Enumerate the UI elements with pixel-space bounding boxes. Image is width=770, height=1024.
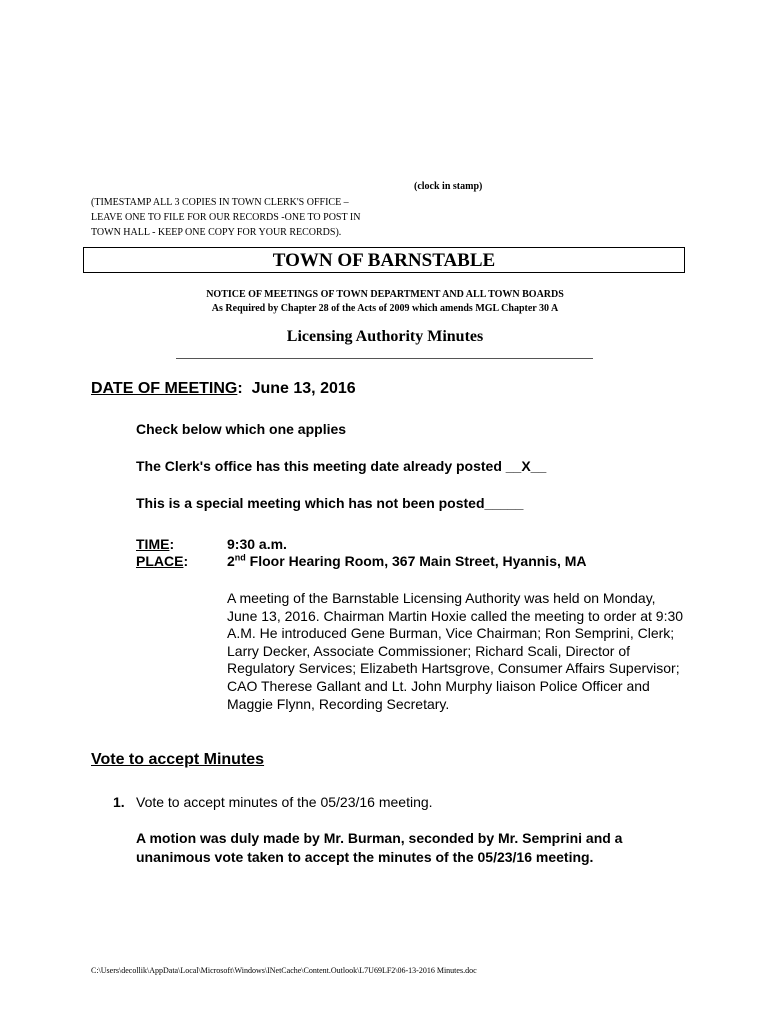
list-item-text: Vote to accept minutes of the 05/23/16 meeting.: [136, 794, 433, 810]
notice-line: NOTICE OF MEETINGS OF TOWN DEPARTMENT AND ALL TOWN BOARDS: [206, 289, 564, 300]
timestamp-instruction-line: (TIMESTAMP ALL 3 COPIES IN TOWN CLERK'S OFFICE –: [91, 197, 349, 208]
minutes-title: Licensing Authority Minutes: [286, 328, 484, 345]
check-instruction: Check below which one applies: [136, 421, 347, 437]
place-label-text: PLACE: [136, 553, 184, 569]
meeting-date-row: [91, 380, 356, 398]
timestamp-instructions: [91, 195, 421, 240]
notice-heading: [83, 288, 687, 316]
posted-option: The Clerk's office has this meeting date already posted __X__: [136, 458, 547, 474]
town-title: TOWN OF BARNSTABLE: [83, 247, 685, 273]
clock-in-stamp-label: (clock in stamp): [414, 181, 483, 192]
vote-section-heading: Vote to accept Minutes: [91, 751, 265, 768]
title-divider: [176, 358, 593, 359]
timestamp-instruction-line: TOWN HALL - KEEP ONE COPY FOR YOUR RECORDS).: [91, 227, 342, 238]
time-label-text: TIME: [136, 536, 170, 552]
footer-file-path: C:\Users\decollik\AppData\Local\Microsoft\Windows\INetCache\Content.Outlook\L7U69LF2\06-13-2016 Minutes.doc: [91, 966, 477, 975]
meeting-summary-paragraph: A meeting of the Barnstable Licensing Authority was held on Monday, June 13, 2016. Chairman Martin Hoxie called the meeting to order at 9:30 A.M. He introduced Gene Burman, Vice Chairman; Ron Semprini, Clerk; Larry Decker, Associate Commissioner; Richard Scali, Director of Regulatory Services; Elizabeth Hartsgrove, Consumer Affairs Supervisor; CAO Therese Gallant and Lt. John Murphy liaison Police Officer and Maggie Flynn, Recording Secretary.: [227, 590, 684, 712]
special-meeting-option: This is a special meeting which has not been posted_____: [136, 495, 524, 511]
place-label: PLACE:: [136, 553, 189, 569]
place-floor-suffix: nd: [234, 552, 246, 563]
notice-subline: As Required by Chapter 28 of the Acts of 2009 which amends MGL Chapter 30 A: [211, 303, 559, 314]
date-value: June 13, 2016: [251, 380, 356, 397]
time-value: 9:30 a.m.: [227, 536, 287, 552]
time-label: TIME:: [136, 536, 175, 552]
date-label: DATE OF MEETING: [91, 380, 238, 397]
place-location: Floor Hearing Room, 367 Main Street, Hyannis, MA: [245, 553, 587, 569]
motion-text: A motion was duly made by Mr. Burman, seconded by Mr. Semprini and a unanimous vote taken to accept the minutes of the 05/23/16 meeting.: [136, 830, 623, 865]
date-colon: :: [237, 380, 243, 397]
list-item-number: 1.: [113, 794, 125, 810]
place-value: [227, 553, 587, 569]
place-floor-number: 2: [227, 553, 235, 569]
timestamp-instruction-line: LEAVE ONE TO FILE FOR OUR RECORDS -ONE TO POST IN: [91, 212, 361, 223]
